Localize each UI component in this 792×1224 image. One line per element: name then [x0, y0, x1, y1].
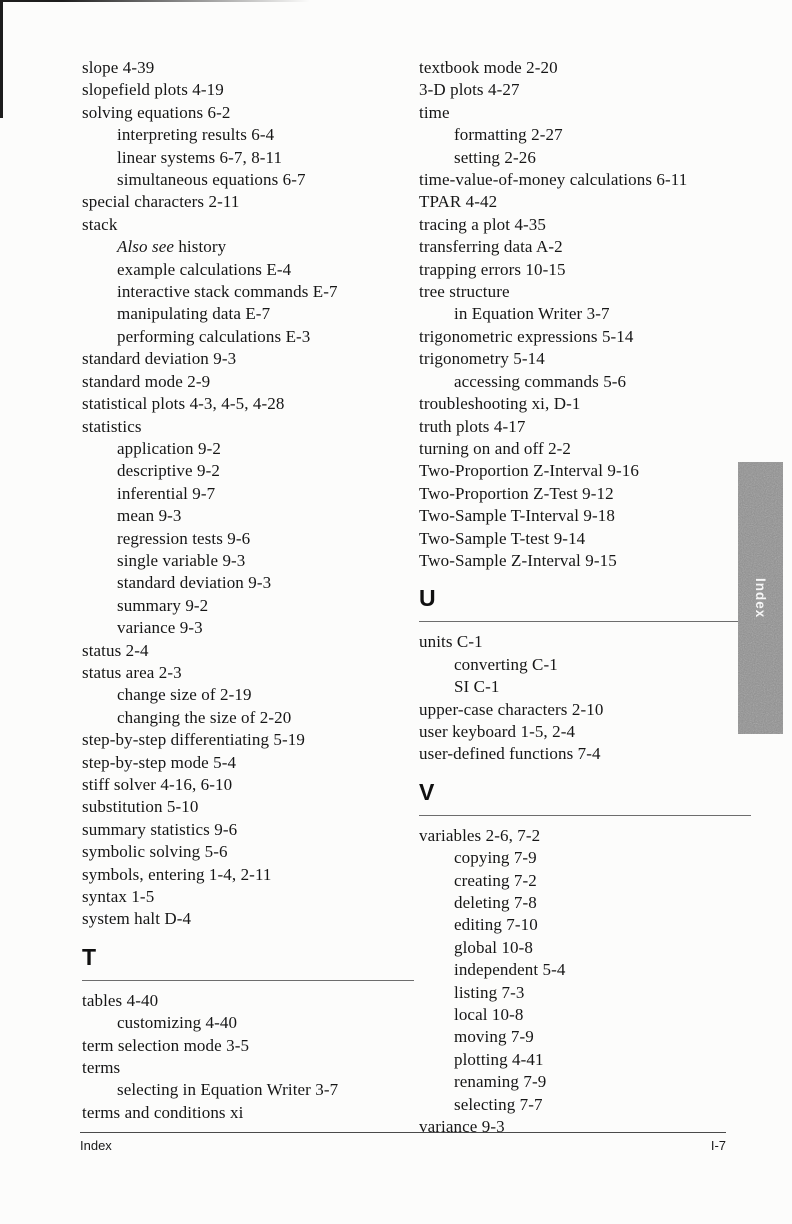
index-entry: statistics: [82, 416, 142, 436]
index-entry: solving equations 6-2: [82, 102, 231, 122]
index-entry: step-by-step mode 5-4: [82, 752, 237, 772]
index-entry: variance 9-3: [117, 618, 203, 638]
index-entry: setting 2-26: [454, 147, 536, 167]
scan-artifact-top-edge: [0, 0, 310, 2]
index-column-left: [82, 57, 414, 1124]
index-entry: status area 2-3: [82, 662, 182, 682]
index-entry: performing calculations E-3: [117, 326, 311, 346]
index-entry: standard deviation 9-3: [117, 573, 272, 593]
index-entry: listing 7-3: [454, 982, 525, 1002]
index-entry: single variable 9-3: [117, 550, 246, 570]
index-entry: descriptive 9-2: [117, 461, 220, 481]
index-entry-cross-reference: Also see: [117, 237, 174, 257]
index-entry: linear systems 6-7, 8-11: [117, 147, 283, 167]
index-entry: slopefield plots 4-19: [82, 80, 224, 100]
index-entry: tables 4-40: [82, 990, 159, 1010]
index-entry: special characters 2-11: [82, 192, 240, 212]
index-entry: plotting 4-41: [454, 1049, 544, 1069]
index-entry: time-value-of-money calculations 6-11: [419, 170, 688, 190]
index-entry: time: [419, 102, 450, 122]
section-rule: [419, 621, 751, 622]
index-entry: slope 4-39: [82, 58, 155, 77]
index-entry: independent 5-4: [454, 960, 566, 980]
index-entry: turning on and off 2-2: [419, 438, 572, 458]
index-entry: creating 7-2: [454, 870, 537, 890]
index-entry: customizing 4-40: [117, 1013, 238, 1033]
index-entry: interactive stack commands E-7: [117, 282, 338, 302]
index-entry: statistical plots 4-3, 4-5, 4-28: [82, 394, 285, 414]
index-entry: truth plots 4-17: [419, 416, 526, 436]
index-entry: troubleshooting xi, D-1: [419, 394, 581, 414]
index-entry: regression tests 9-6: [117, 528, 251, 548]
index-entry: selecting in Equation Writer 3-7: [117, 1080, 339, 1100]
index-entry: user-defined functions 7-4: [419, 744, 601, 764]
index-entry: trapping errors 10-15: [419, 259, 566, 279]
index-entry: moving 7-9: [454, 1027, 534, 1047]
index-entry: status 2-4: [82, 640, 149, 660]
index-entry: Two-Sample T-test 9-14: [419, 528, 586, 548]
footer-rule: [80, 1132, 726, 1133]
section-rule: [82, 980, 414, 981]
index-entry: copying 7-9: [454, 848, 537, 868]
index-entry: Two-Sample T-Interval 9-18: [419, 506, 615, 526]
index-column-right: [419, 57, 751, 1138]
index-entry: accessing commands 5-6: [454, 371, 627, 391]
index-entry: local 10-8: [454, 1005, 524, 1025]
footer-left-label: Index: [80, 1138, 112, 1153]
index-entry: summary statistics 9-6: [82, 819, 238, 839]
index-entry: transferring data A-2: [419, 237, 563, 257]
index-entry: Two-Proportion Z-Interval 9-16: [419, 461, 639, 481]
index-entry: stiff solver 4-16, 6-10: [82, 775, 233, 794]
index-entry: deleting 7-8: [454, 893, 537, 912]
index-entry: standard deviation 9-3: [82, 349, 237, 369]
index-entry: textbook mode 2-20: [419, 58, 558, 77]
index-entry: TPAR 4-42: [419, 192, 498, 212]
index-entry: changing the size of 2-20: [117, 707, 292, 727]
index-entry: selecting 7-7: [454, 1094, 543, 1114]
section-heading-U: U: [419, 585, 436, 612]
index-entry: trigonometry 5-14: [419, 349, 545, 369]
index-entry: trigonometric expressions 5-14: [419, 326, 634, 346]
index-tab-label: Index: [753, 577, 768, 619]
footer-right-label: I-7: [710, 1138, 726, 1153]
section-heading-V: V: [419, 778, 435, 805]
index-entry: user keyboard 1-5, 2-4: [419, 721, 576, 741]
index-entry: inferential 9-7: [117, 483, 216, 503]
index-entry: formatting 2-27: [454, 125, 563, 145]
index-entry: summary 9-2: [117, 595, 209, 615]
index-entry: variance 9-3: [419, 1117, 505, 1137]
index-entry: SI C-1: [454, 677, 500, 697]
index-entry: interpreting results 6-4: [117, 125, 275, 145]
section-heading-T: T: [82, 943, 97, 970]
index-entry: units C-1: [419, 632, 483, 652]
index-entry: stack: [82, 214, 118, 234]
index-entry: Two-Proportion Z-Test 9-12: [419, 483, 614, 503]
index-entry: variables 2-6, 7-2: [419, 825, 541, 845]
index-entry: standard mode 2-9: [82, 371, 211, 391]
index-entry: step-by-step differentiating 5-19: [82, 730, 305, 750]
index-entry: Two-Sample Z-Interval 9-15: [419, 550, 617, 570]
index-entry: symbols, entering 1-4, 2-11: [82, 864, 272, 884]
index-entry: syntax 1-5: [82, 887, 155, 907]
index-entry: Also see history: [117, 237, 227, 257]
index-entry: substitution 5-10: [82, 797, 199, 817]
index-entry: system halt D-4: [82, 909, 192, 929]
index-entry: editing 7-10: [454, 915, 538, 935]
index-entry: tracing a plot 4-35: [419, 214, 547, 234]
scan-artifact-left-edge: [0, 0, 3, 118]
index-entry: example calculations E-4: [117, 259, 292, 279]
index-entry: term selection mode 3-5: [82, 1035, 250, 1055]
index-entry: simultaneous equations 6-7: [117, 170, 306, 190]
index-entry: mean 9-3: [117, 506, 182, 526]
index-entry: renaming 7-9: [454, 1072, 547, 1092]
footer: [80, 1138, 726, 1153]
index-thumb-tab: [738, 462, 783, 734]
index-entry: global 10-8: [454, 937, 534, 957]
index-entry: manipulating data E-7: [117, 304, 271, 324]
index-entry: converting C-1: [454, 654, 558, 674]
index-entry: tree structure: [419, 282, 510, 302]
index-entry: 3-D plots 4-27: [419, 80, 520, 100]
index-entry: change size of 2-19: [117, 685, 252, 705]
index-entry: upper-case characters 2-10: [419, 699, 604, 719]
index-entry: application 9-2: [117, 438, 221, 458]
index-entry: terms: [82, 1058, 121, 1078]
index-entry: terms and conditions xi: [82, 1102, 244, 1122]
section-rule: [419, 815, 751, 816]
index-entry: symbolic solving 5-6: [82, 842, 228, 862]
index-entry: in Equation Writer 3-7: [454, 304, 610, 324]
